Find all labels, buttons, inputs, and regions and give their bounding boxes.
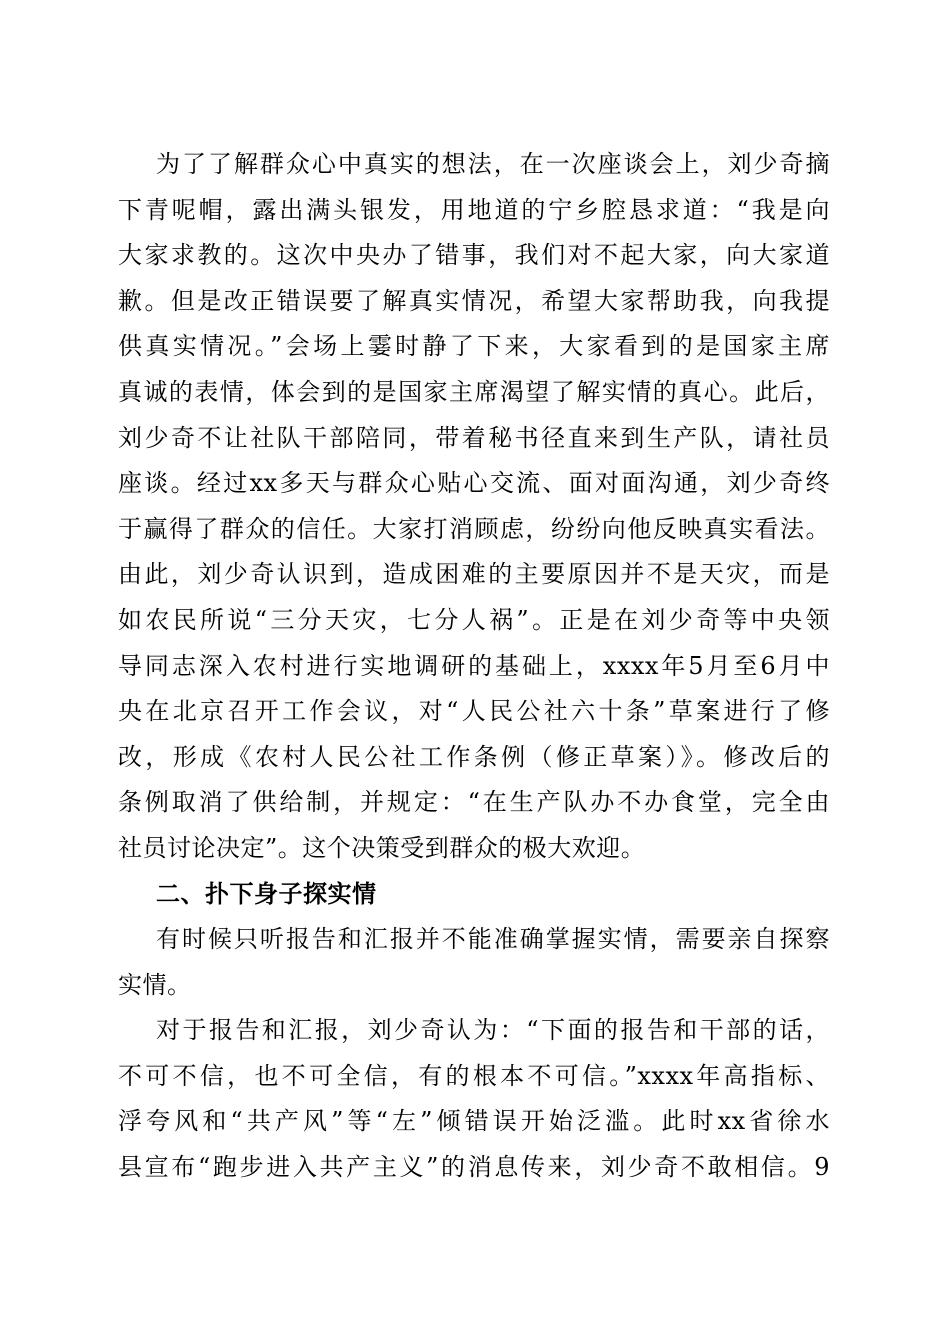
paragraph-line: 实情。 <box>118 970 192 999</box>
paragraph-line: 如农民所说“三分天灾，七分人祸”。正是在刘少奇等中央领 <box>118 605 830 634</box>
paragraph-line: 座谈。经过xx多天与群众心贴心交流、面对面沟通，刘少奇终 <box>118 469 830 498</box>
paragraph-line: 对于报告和汇报，刘少奇认为：“下面的报告和干部的话， <box>156 1016 830 1045</box>
paragraph-line: 于赢得了群众的信任。大家打消顾虑，纷纷向他反映真实看法。 <box>118 514 830 543</box>
paragraph-2 <box>118 917 830 1008</box>
paragraph-line: 为了了解群众心中真实的想法，在一次座谈会上，刘少奇摘 <box>156 150 830 178</box>
paragraph-line: 真诚的表情，体会到的是国家主席渴望了解实情的真心。此后， <box>118 377 830 406</box>
paragraph-line: 供真实情况。”会场上霎时静了下来，大家看到的是国家主席 <box>118 332 830 361</box>
paragraph-line: 导同志深入农村进行实地调研的基础上，xxxx年5月至6月中 <box>118 651 830 680</box>
paragraph-line: 有时候只听报告和汇报并不能准确掌握实情，需要亲自探察 <box>156 925 830 954</box>
paragraph-line: 大家求教的。这次中央办了错事，我们对不起大家，向大家道 <box>118 241 830 270</box>
paragraph-1 <box>118 142 830 872</box>
paragraph-line: 浮夸风和“共产风”等“左”倾错误开始泛滥。此时xx省徐水 <box>118 1107 830 1136</box>
paragraph-line: 县宣布“跑步进入共产主义”的消息传来，刘少奇不敢相信。9 <box>118 1153 830 1182</box>
body-text <box>118 142 830 1191</box>
paragraph-line: 改，形成《农村人民公社工作条例（修正草案）》。修改后的 <box>118 742 830 771</box>
paragraph-line: 社员讨论决定”。这个决策受到群众的极大欢迎。 <box>118 833 646 862</box>
paragraph-line: 不可不信，也不可全信，有的根本不可信。”xxxx年高指标、 <box>118 1061 830 1090</box>
section-heading: 二、扑下身子探实情 <box>156 879 377 908</box>
paragraph-3 <box>118 1008 830 1190</box>
paragraph-line: 歉。但是改正错误要了解真实情况，希望大家帮助我，向我提 <box>118 286 830 315</box>
paragraph-line: 央在北京召开工作会议，对“人民公社六十条”草案进行了修 <box>118 697 830 726</box>
paragraph-line: 刘少奇不让社队干部陪同，带着秘书径直来到生产队，请社员 <box>118 423 830 452</box>
paragraph-line: 由此，刘少奇认识到，造成困难的主要原因并不是天灾，而是 <box>118 560 830 589</box>
paragraph-line: 下青呢帽，露出满头银发，用地道的宁乡腔恳求道：“我是向 <box>118 195 830 224</box>
paragraph-line: 条例取消了供给制，并规定：“在生产队办不办食堂，完全由 <box>118 788 830 817</box>
